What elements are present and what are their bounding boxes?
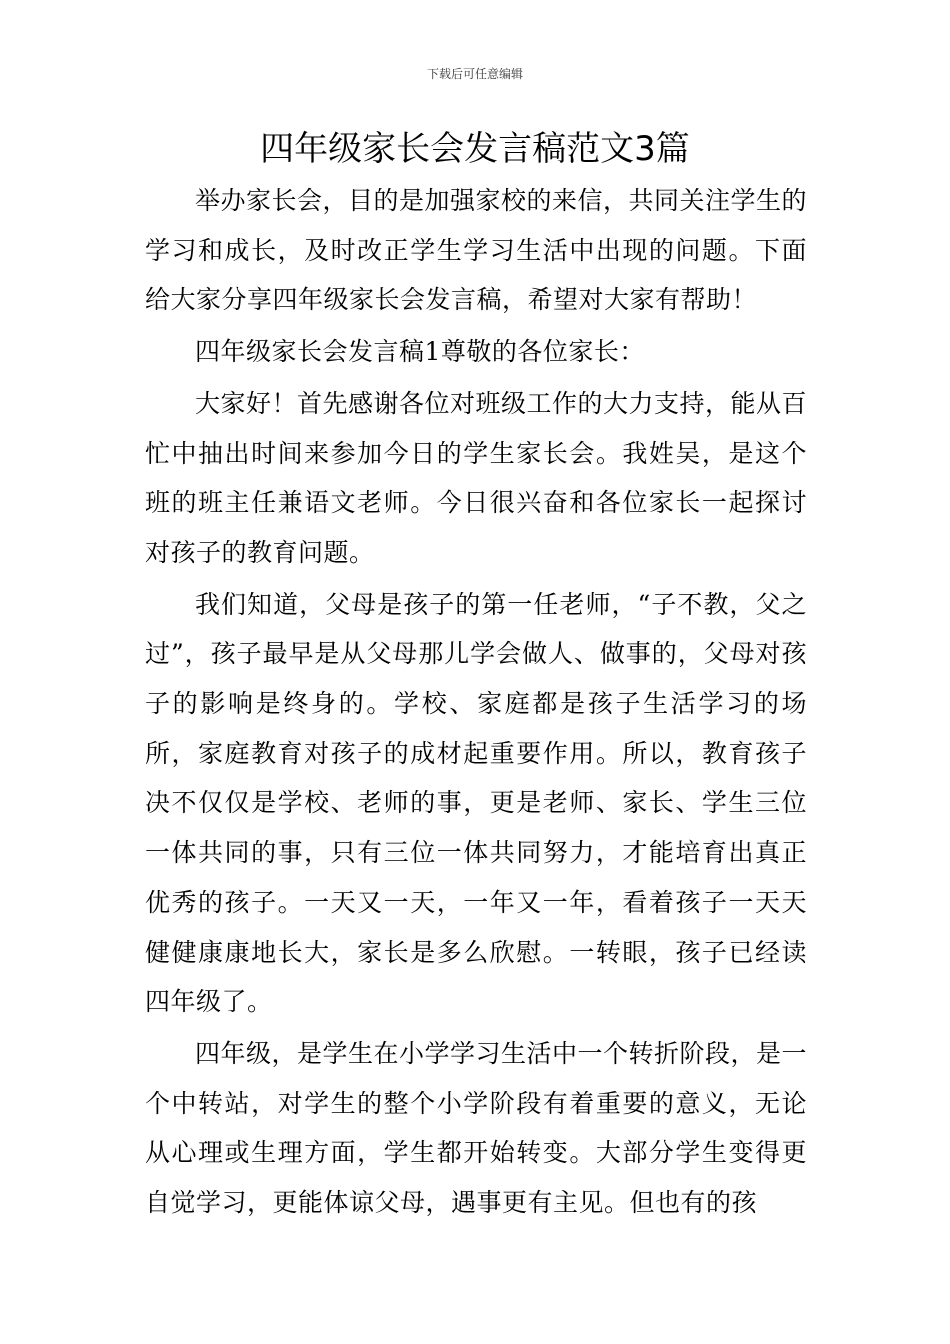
paragraph-parents-role: 我们知道，父母是孩子的第一任老师，“子不教，父之过”，孩子最早是从父母那儿学会做人、做事的，父母对孩子的影响是终身的。学校、家庭都是孩子生活学习的场所，家庭教育对孩子的成材起重要作用。所以，教育孩子决不仅仅是学校、老师的事，更是老师、家长、学生三位一体共同的事，只有三位一体共同努力，才能培育出真正优秀的孩子。一天又一天，一年又一年，看着孩子一天天健健康康地长大，家长是多么欣慰。一转眼，孩子已经读四年级了。 <box>145 589 807 1017</box>
paragraph-intro: 举办家长会，目的是加强家校的来信，共同关注学生的学习和成长，及时改正学生学习生活中出现的问题。下面给大家分享四年级家长会发言稿，希望对大家有帮助！ <box>145 186 808 315</box>
paragraph-salutation: 四年级家长会发言稿1尊敬的各位家长： <box>195 337 645 367</box>
paragraph-greeting: 大家好！首先感谢各位对班级工作的大力支持，能从百忙中抽出时间来参加今日的学生家长会。我姓吴，是这个班的班主任兼语文老师。今日很兴奋和各位家长一起探讨对孩子的教育问题。 <box>145 388 808 567</box>
paragraph-fourth-grade: 四年级，是学生在小学学习生活中一个转折阶段，是一个中转站，对学生的整个小学阶段有着重要的意义，无论从心理或生理方面，学生都开始转变。大部分学生变得更自觉学习，更能体谅父母，遇事更有主见。但也有的孩 <box>145 1038 808 1218</box>
document-body <box>145 176 807 1230</box>
document-title: 四年级家长会发言稿范文3篇 <box>260 129 690 169</box>
page-header: 下载后可任意编辑 <box>426 67 523 81</box>
